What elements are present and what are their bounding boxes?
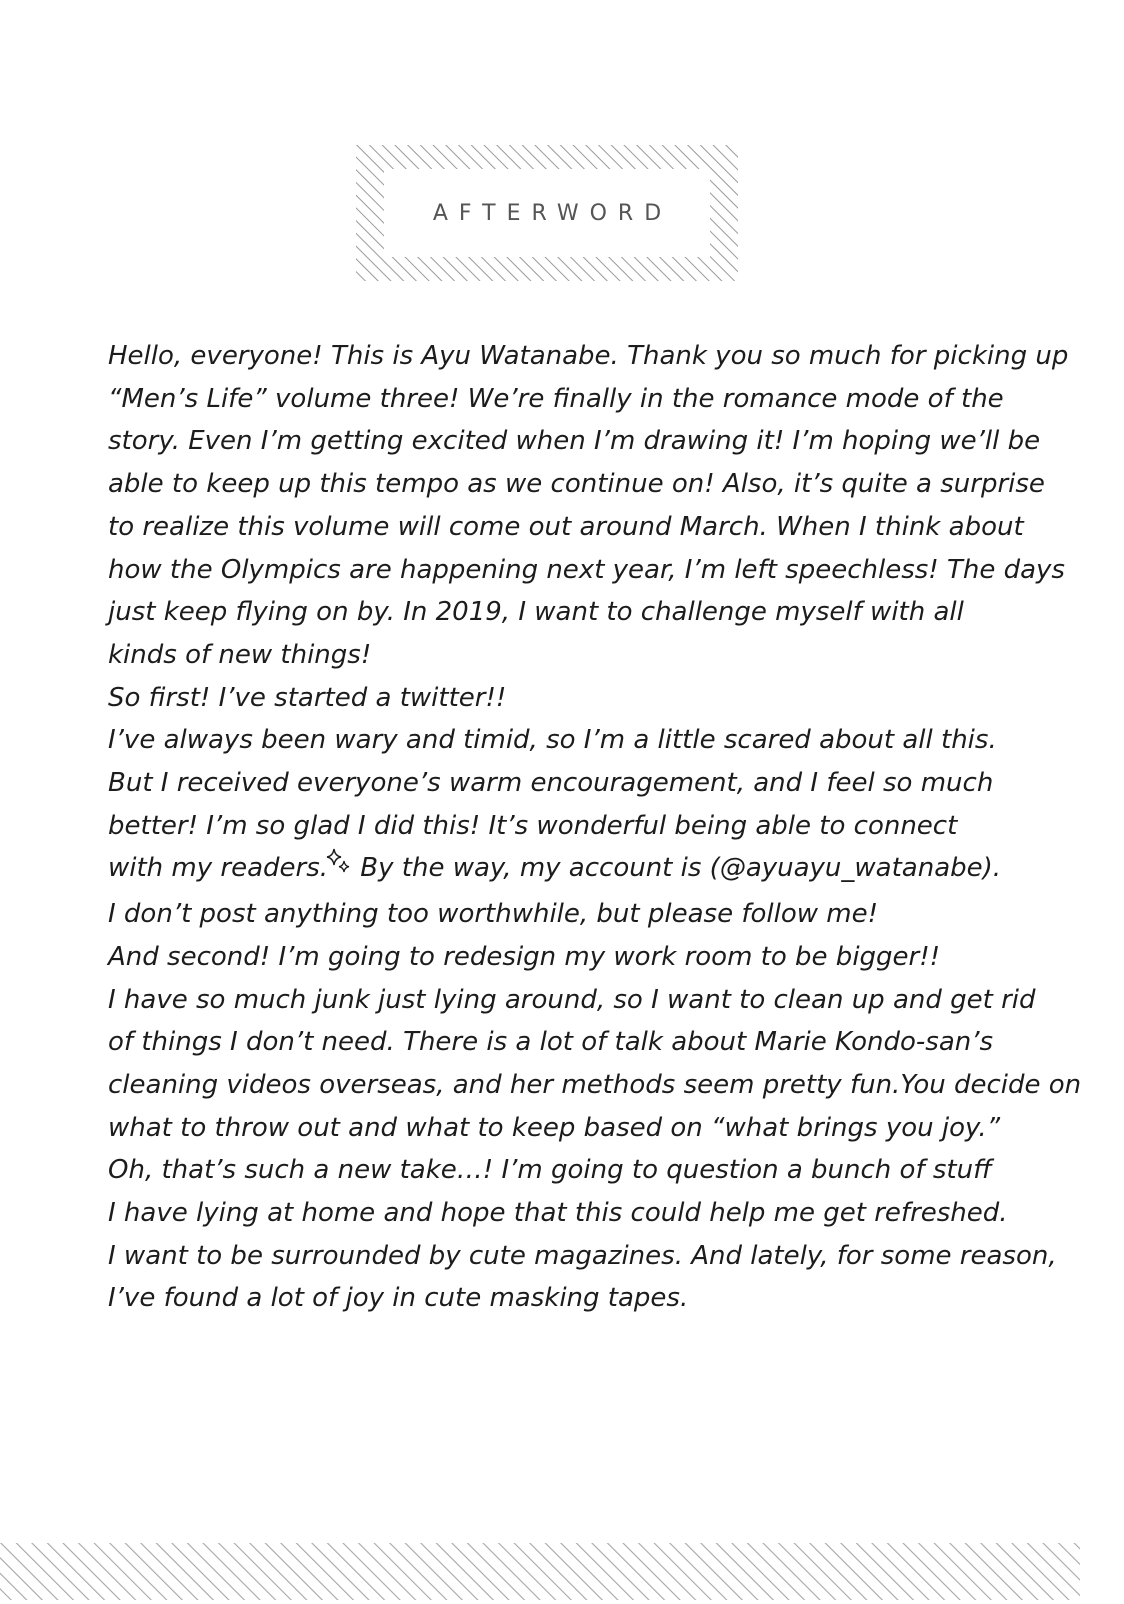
text-segment: with my readers. (108, 853, 329, 884)
text-line: kinds of new things! (108, 639, 372, 670)
text-line: able to keep up this tempo as we continue on! Also, it’s quite a surprise (108, 469, 1045, 500)
text-line: just keep flying on by. In 2019, I want to challenge myself with all (108, 597, 964, 628)
text-line: I want to be surrounded by cute magazines. And lately, for some reason, (108, 1240, 1057, 1271)
text-line: I have so much junk just lying around, so I want to clean up and get rid (108, 984, 1036, 1015)
text-line: But I received everyone’s warm encouragement, and I feel so much (108, 768, 994, 799)
afterword-body (108, 335, 1082, 1320)
text-line: I’ve always been wary and timid, so I’m a little scared about all this. (108, 725, 997, 756)
text-line: how the Olympics are happening next year, I’m left speechless! The days (108, 554, 1065, 585)
text-line: better! I’m so glad I did this! It’s wonderful being able to connect (108, 810, 958, 841)
title-inner (384, 169, 710, 257)
text-line: “Men’s Life” volume three! We’re finally in the romance mode of the (108, 383, 1004, 414)
text-line: story. Even I’m getting excited when I’m drawing it! I’m hoping we’ll be (108, 426, 1041, 457)
text-line: to realize this volume will come out around March. When I think about (108, 511, 1024, 542)
text-line: I’ve found a lot of joy in cute masking tapes. (108, 1283, 689, 1314)
text-line: Hello, everyone! This is Ayu Watanabe. Thank you so much for picking up (108, 341, 1069, 371)
text-line: I don’t post anything too worthwhile, but please follow me! (108, 899, 879, 930)
hatched-footer-band (0, 1543, 1080, 1600)
text-line: I have lying at home and hope that this could help me get refreshed. (108, 1198, 1008, 1229)
text-segment: By the way, my account is (@ayuayu_watanabe). (360, 853, 1002, 884)
text-line: Oh, that’s such a new take…! I’m going to question a bunch of stuff (108, 1155, 992, 1186)
text-line: And second! I’m going to redesign my work room to be bigger!! (108, 941, 941, 972)
text-line: what to throw out and what to keep based on “what brings you joy.” (108, 1112, 1001, 1143)
text-line: So first! I’ve started a twitter!! (108, 682, 507, 713)
sparkle-icon (326, 847, 352, 893)
text-line-with-sparkle (108, 847, 1028, 893)
text-line: of things I don’t need. There is a lot of talk about Marie Kondo-san’s (108, 1027, 994, 1058)
afterword-title-box (356, 145, 738, 281)
text-line: cleaning videos overseas, and her methods seem pretty fun.You decide on (108, 1069, 1082, 1100)
page-title: AFTERWORD (432, 200, 673, 226)
